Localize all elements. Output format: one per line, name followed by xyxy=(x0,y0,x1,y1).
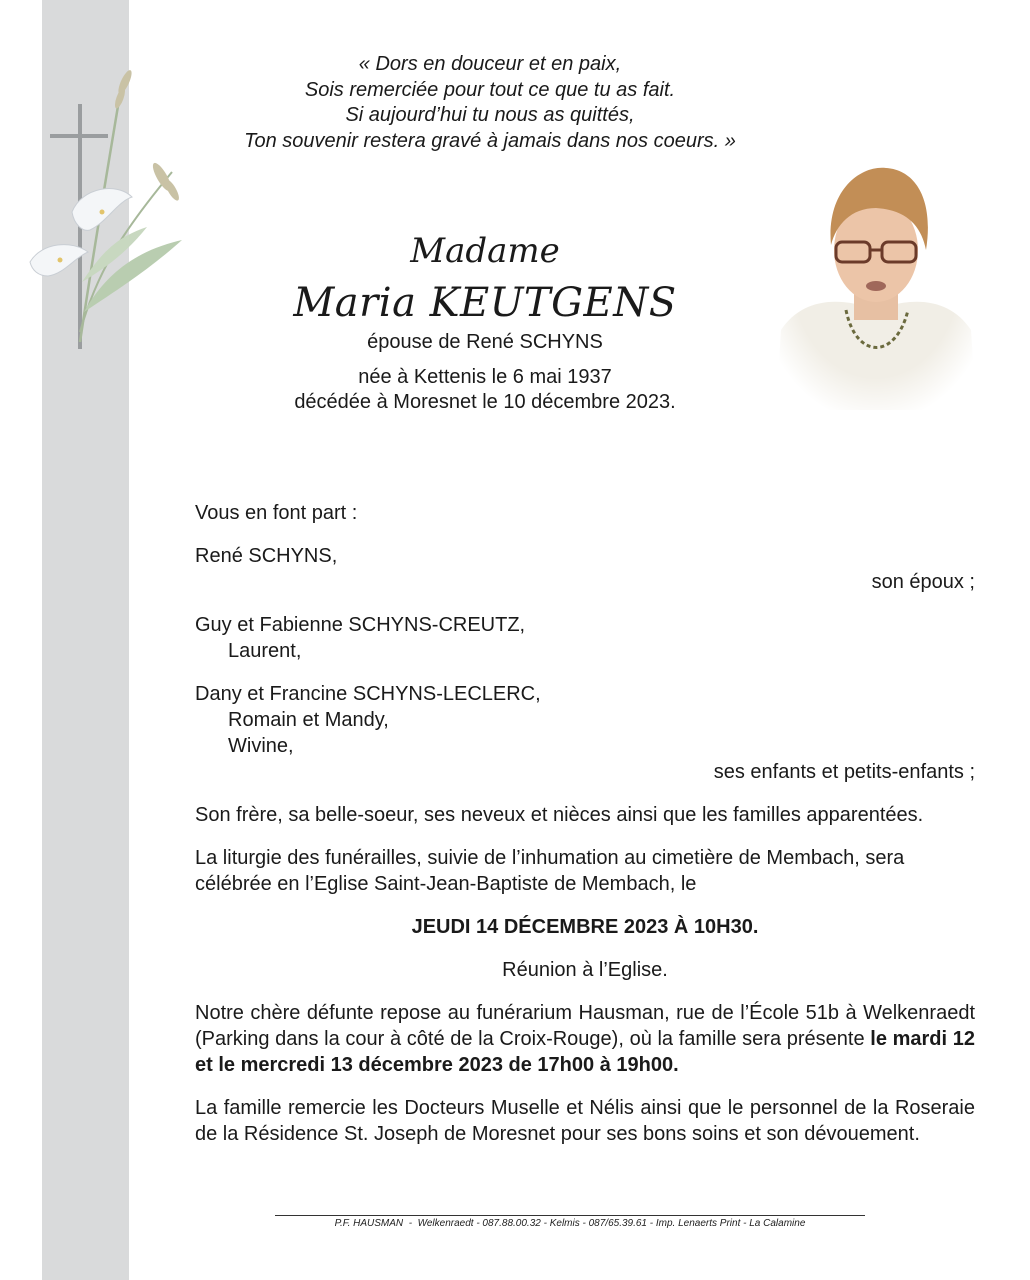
liturgy-paragraph: La liturgie des funérailles, suivie de l’inhumation au cimetière de Membach, sera célébrée en l’Eglise Saint-Jean-Baptiste de Membach, le xyxy=(195,847,905,895)
footer-divider xyxy=(275,1215,865,1216)
family-parents: Dany et Francine SCHYNS-LECLERC, xyxy=(195,683,541,705)
deceased-name: Maria KEUTGENS xyxy=(293,280,677,326)
birth-line: née à Kettenis le 6 mai 1937 xyxy=(358,366,612,388)
poem-line: Si aujourd’hui tu nous as quittés, xyxy=(345,104,635,126)
footer-credits: P.F. HAUSMAN - Welkenraedt - 087.88.00.32 - Kelmis - 087/65.39.61 - Imp. Lenaerts Print - La Calamine xyxy=(334,1218,806,1229)
poem xyxy=(180,52,800,154)
funeral-home-text: Notre chère défunte repose au funérarium Hausman, rue de l’École 51b à Welkenraedt (Parking dans la cour à côté de la Croix-Rouge), où la famille sera présente xyxy=(195,1002,975,1050)
meeting-line: Réunion à l’Eglise. xyxy=(502,959,668,981)
intro-line: Vous en font part : xyxy=(195,502,358,524)
portrait-photo xyxy=(776,160,976,410)
family-child: Laurent, xyxy=(228,640,302,662)
death-line: décédée à Moresnet le 10 décembre 2023. xyxy=(294,391,676,413)
family-child: Wivine, xyxy=(228,735,294,757)
spouse-name: René SCHYNS, xyxy=(195,545,338,567)
spouse-role: son époux ; xyxy=(871,571,975,593)
thanks-paragraph: La famille remercie les Docteurs Muselle et Nélis ainsi que le personnel de la Roseraie de la Résidence St. Joseph de Moresnet pour ses bons soins et son dévouement. xyxy=(195,1097,975,1145)
relatives-line: Son frère, sa belle-soeur, ses neveux et nièces ainsi que les familles apparentées. xyxy=(195,804,924,826)
poem-line: « Dors en douceur et en paix, xyxy=(358,53,622,75)
ceremony-date: JEUDI 14 DÉCEMBRE 2023 À 10H30. xyxy=(411,916,759,938)
cross-lily-wheat-icon xyxy=(22,62,192,362)
announcement-body xyxy=(195,500,975,1147)
honorific: Madame xyxy=(410,231,560,271)
deceased-header xyxy=(230,226,740,415)
visiting-hours: le mardi 12 et le mercredi 13 décembre 2023 de 17h00 à 19h00. xyxy=(195,1028,975,1076)
poem-line: Sois remerciée pour tout ce que tu as fait. xyxy=(304,78,676,101)
family-child: Romain et Mandy, xyxy=(228,709,389,731)
children-role: ses enfants et petits-enfants ; xyxy=(713,761,975,783)
family-parents: Guy et Fabienne SCHYNS-CREUTZ, xyxy=(195,614,526,636)
poem-line: Ton souvenir restera gravé à jamais dans nos coeurs. » xyxy=(244,129,736,152)
funeral-home-paragraph xyxy=(195,1000,975,1078)
spouse-line: épouse de René SCHYNS xyxy=(367,331,603,353)
